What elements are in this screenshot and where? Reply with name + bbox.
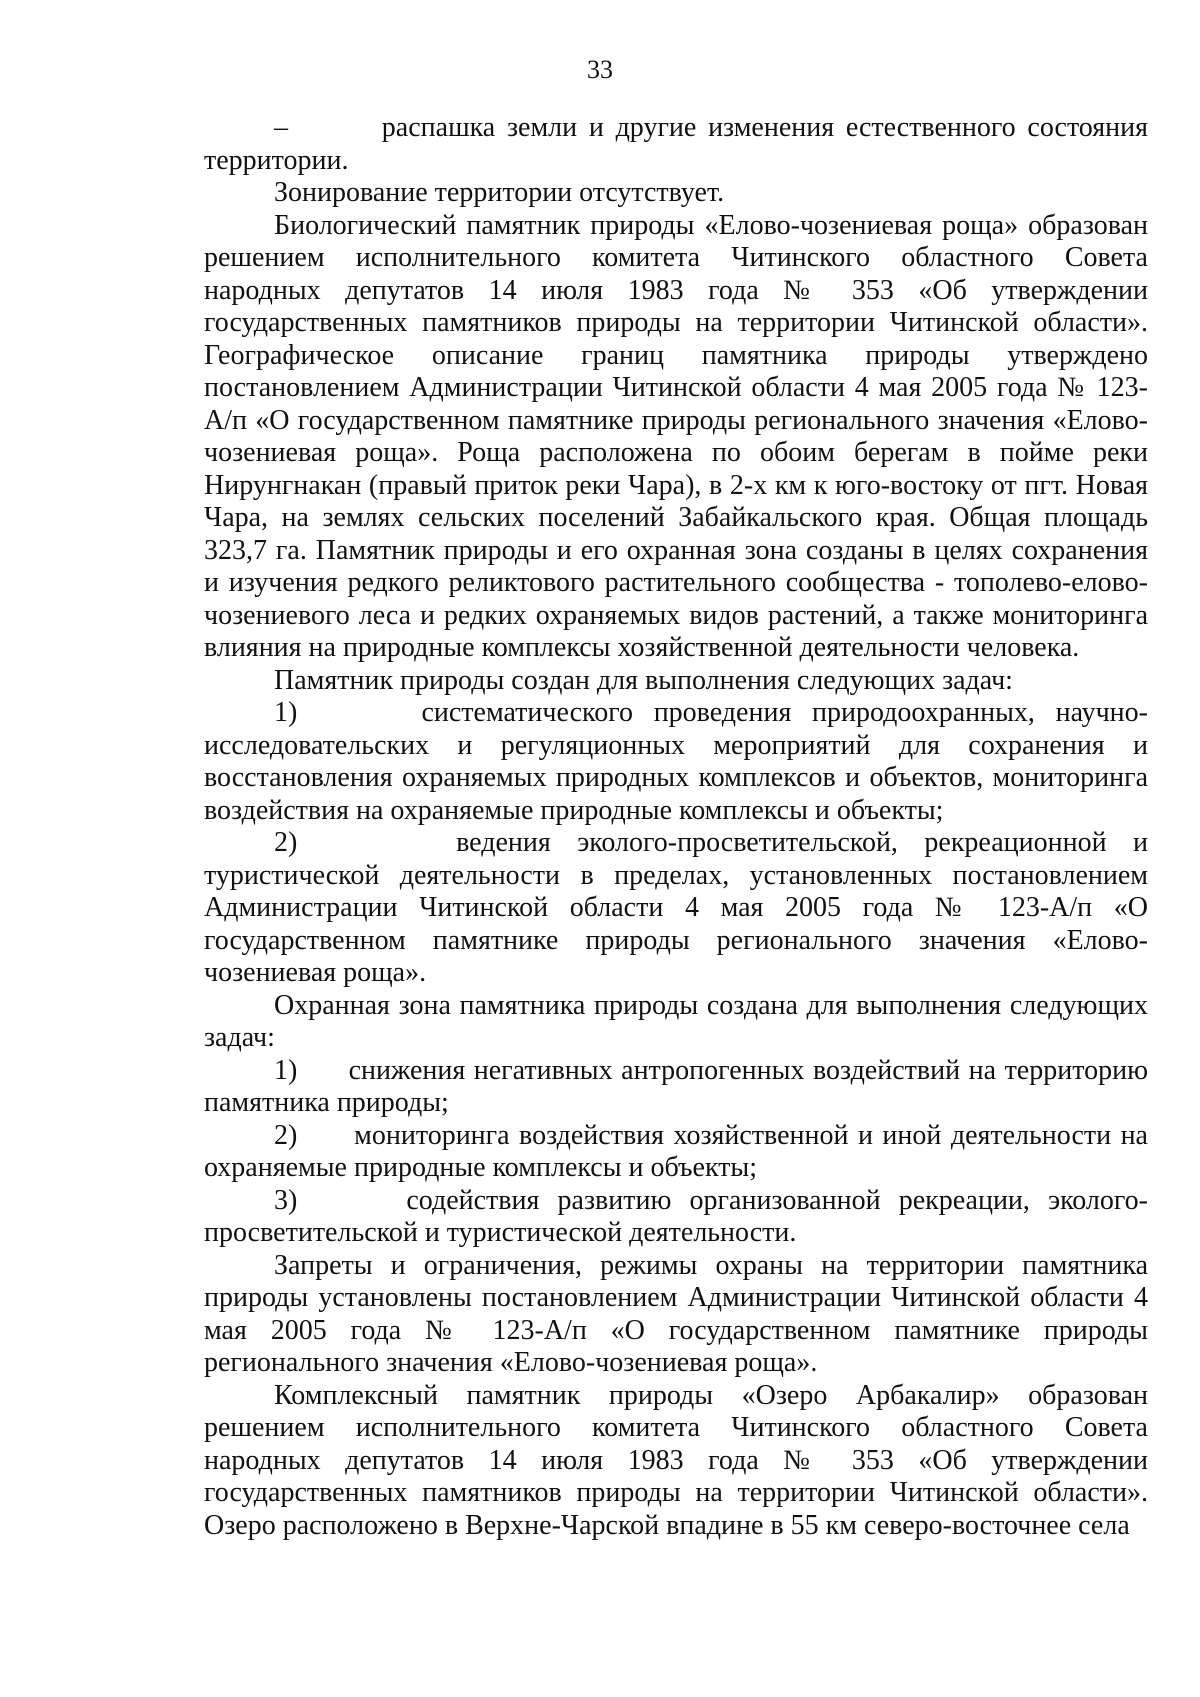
list-item-task-1: 1) систематического проведения природоохранных, научно-исследовательских и регуляционных мероприятий для сохранения и восстановления охраняемых природных комплексов и объектов, мониторинга воздействия на охраняемые природные комплексы и объекты; (204, 697, 1148, 826)
paragraph-buffer-zone-intro: Охранная зона памятника природы создана для выполнения следующих задач: (204, 989, 1148, 1053)
list-item-zone-task-1: 1) снижения негативных антропогенных воздействий на территорию памятника природы; (204, 1054, 1148, 1118)
paragraph-plowing: – распашка земли и другие изменения естественного состояния территории. (204, 112, 1148, 176)
list-item-zone-task-3: 3) содействия развитию организованной рекреации, эколого-просветительской и туристической деятельности. (204, 1184, 1148, 1248)
paragraph-tasks-intro: Памятник природы создан для выполнения следующих задач: (274, 664, 1013, 696)
paragraph-lake-arbakalir: Комплексный памятник природы «Озеро Арбакалир» образован решением исполнительного комитета Читинского областного Совета народных депутатов 14 июля 1983 года № 353 «Об утверждении государственных памятников природы на территории Читинской области». Озеро расположено в Верхне-Чарской впадине в 55 км северо-восточнее села (204, 1379, 1148, 1541)
paragraph-restrictions: Запреты и ограничения, режимы охраны на территории памятника природы установлены постановлением Администрации Читинской области 4 мая 2005 года № 123-А/п «О государственном памятнике природы регионального значения «Елово-чозениевая роща». (204, 1249, 1148, 1378)
paragraph-grove-description: Биологический памятник природы «Елово-чозениевая роща» образован решением исполнительного комитета Читинского областного Совета народных депутатов 14 июля 1983 года № 353 «Об утверждении государственных памятников природы на территории Читинской области». Географическое описание границ памятника природы утверждено постановлением Администрации Читинской области 4 мая 2005 года № 123-А/п «О государственном памятнике природы регионального значения «Елово-чозениевая роща». Роща расположена по обоим берегам в пойме реки Нирунгнакан (правый приток реки Чара), в 2-х км к юго-востоку от пгт. Новая Чара, на землях сельских поселений Забайкальского края. Общая площадь 323,7 га. Памятник природы и его охранная зона созданы в целях сохранения и изучения редкого реликтового растительного сообщества - тополево-елово-чозениевого леса и редких охраняемых видов растений, а также мониторинга влияния на природные комплексы хозяйственной деятельности человека. (204, 209, 1148, 663)
list-item-zone-task-2: 2) мониторинга воздействия хозяйственной и иной деятельности на охраняемые природные комплексы и объекты; (204, 1119, 1148, 1183)
paragraph-zoning: Зонирование территории отсутствует. (274, 177, 725, 208)
document-body (204, 112, 1148, 1542)
page-number: 33 (587, 55, 613, 84)
list-item-task-2: 2) ведения эколого-просветительской, рекреационной и туристической деятельности в пределах, установленных постановлением Администрации Читинской области 4 мая 2005 года № 123-А/п «О государственном памятнике природы регионального значения «Елово-чозениевая роща». (204, 827, 1148, 988)
